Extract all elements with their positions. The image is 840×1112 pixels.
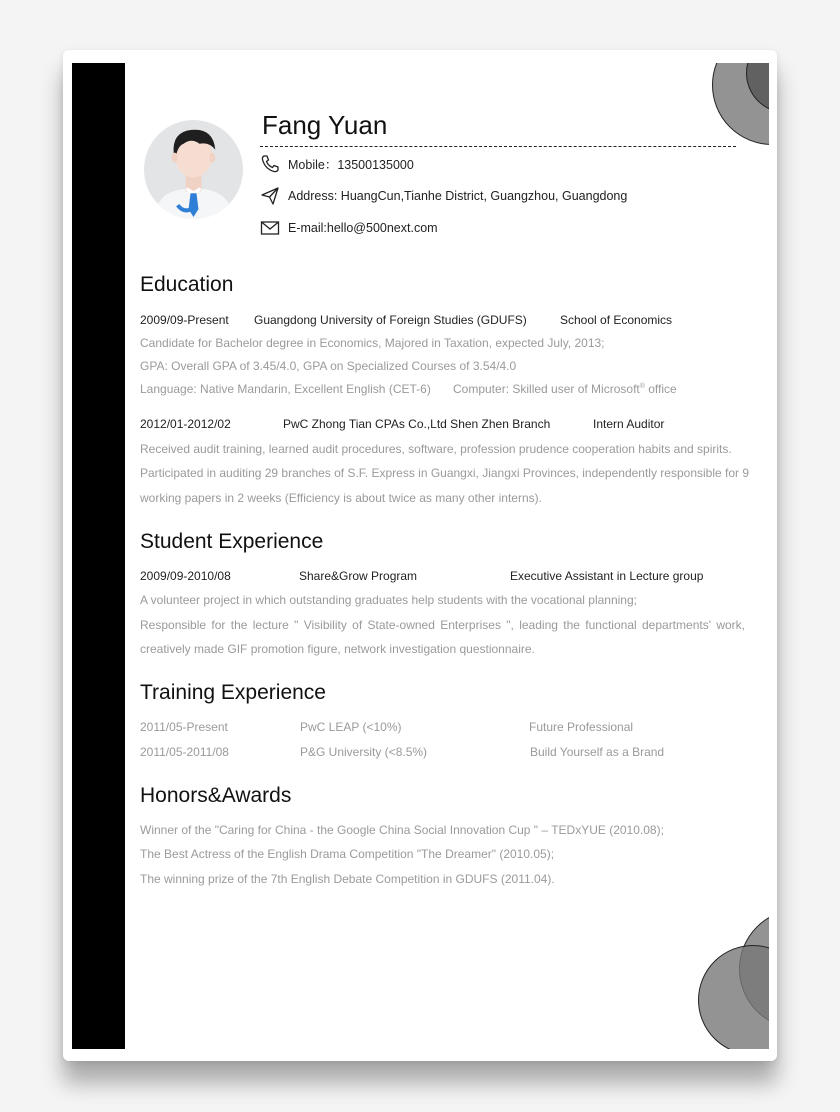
candidate-name: Fang Yuan [262,110,388,140]
honors-awards-heading: Honors&Awards [140,784,292,807]
entry-date: 2012/01-2012/02 [140,417,231,431]
training-date: 2011/05-2011/08 [140,745,229,759]
language-skill: Language: Native Mandarin, Excellent English (CET-6) [140,382,431,396]
contact-email [260,218,438,238]
mobile-text: Mobile：13500135000 [288,158,414,172]
training-program: PwC LEAP (<10%) [300,720,402,734]
entry-role: Executive Assistant in Lecture group [510,569,704,583]
honor-item: The Best Actress of the English Drama Competition "The Dreamer" (2010.05); [140,847,555,861]
address-text: Address: HuangCun,Tianhe District, Guangzhou, Guangdong [288,189,628,203]
training-row [140,745,760,763]
honor-item: The winning prize of the 7th English Debate Competition in GDUFS (2011.04). [140,872,555,886]
training-title: Build Yourself as a Brand [530,745,665,759]
education-entry-2-header [140,417,760,435]
education-entry-2-line-2: Participated in auditing 29 branches of S.F. Express in Guangxi, Jiangxi Provinces, independently responsible for 9 [140,466,750,480]
entry-organization: Guangdong University of Foreign Studies (GDUFS) [254,313,527,327]
education-entry-2-line-1: Received audit training, learned audit procedures, software, profession prudence cooperation habits and spirits. [140,442,732,456]
avatar [144,120,243,219]
education-entry-1-line-1: Candidate for Bachelor degree in Economics, Majored in Taxation, expected July, 2013; [140,336,605,350]
education-entry-1-header [140,313,760,331]
training-title: Future Professional [529,720,634,734]
student-entry-line-3: creatively made GIF promotion figure, network investigation questionnaire. [140,642,535,656]
entry-organization: PwC Zhong Tian CPAs Co.,Ltd Shen Zhen Branch [283,417,551,431]
education-heading: Education [140,273,234,296]
entry-role: School of Economics [560,313,673,327]
education-entry-1-skills [140,382,760,400]
student-entry-line-2: Responsible for the lecture " Visibility of State-owned Enterprises ", leading the functional departments' work, [140,618,745,632]
training-program: P&G University (<8.5%) [300,745,428,759]
envelope-icon [260,218,280,238]
student-entry-line-1: A volunteer project in which outstanding graduates help students with the vocational planning; [140,593,637,607]
computer-skill: Computer: Skilled user of Microsoft® office [453,382,677,396]
name-divider [260,146,736,147]
student-experience-heading: Student Experience [140,530,324,553]
paper-plane-icon [260,186,280,206]
entry-date: 2009/09-Present [140,313,229,327]
resume-page [72,63,769,1049]
entry-date: 2009/09-2010/08 [140,569,231,583]
contact-mobile [260,154,414,174]
phone-icon [260,154,280,174]
contact-address [260,186,627,206]
entry-role: Intern Auditor [593,417,665,431]
training-date: 2011/05-Present [140,720,228,734]
honor-item: Winner of the "Caring for China - the Google China Social Innovation Cup " – TEDxYUE (2010.08); [140,823,664,837]
student-entry-header [140,569,760,587]
education-entry-1-line-2: GPA: Overall GPA of 3.45/4.0, GPA on Specialized Courses of 3.54/4.0 [140,359,517,373]
education-entry-2-line-3: working papers in 2 weeks (Efficiency is about twice as many other interns). [140,491,542,505]
training-row [140,720,760,738]
left-black-band [72,63,125,1049]
email-text: E-mail:hello@500next.com [288,221,438,235]
training-experience-heading: Training Experience [140,681,326,704]
entry-organization: Share&Grow Program [299,569,418,583]
